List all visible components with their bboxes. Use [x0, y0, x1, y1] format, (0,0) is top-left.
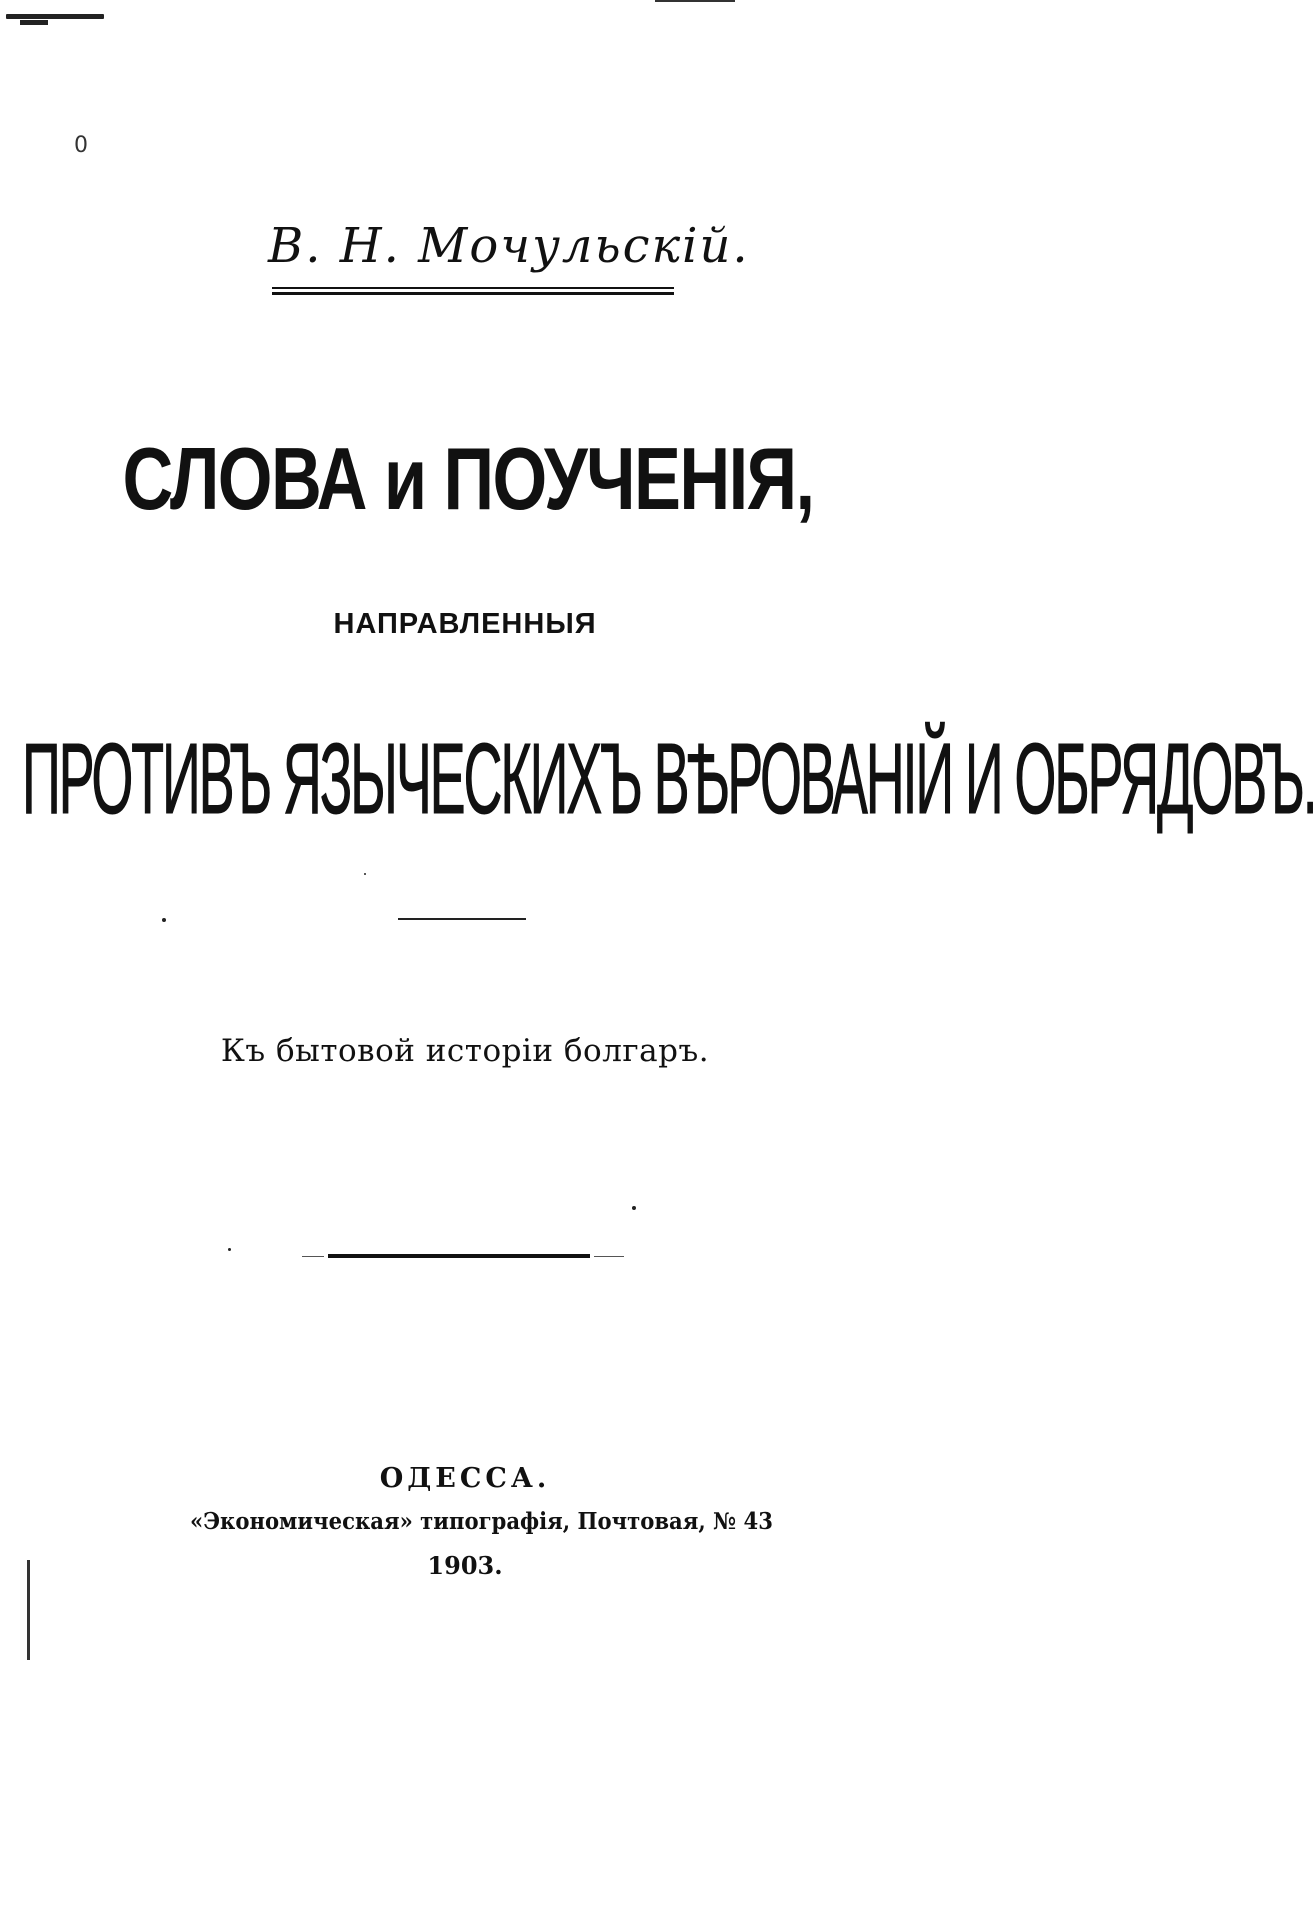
scan-dot [228, 1248, 231, 1251]
scan-artifact-top-right [655, 0, 735, 2]
scan-artifact-top-left [6, 14, 104, 19]
scan-artifact-top-left-2 [20, 20, 48, 25]
imprint-press: «Экономическая» типографія, Почтовая, № 43 [190, 1508, 773, 1535]
scan-dot [162, 918, 166, 922]
divider-short [398, 918, 526, 920]
subtitle-against-pagan-beliefs: ПРОТИВЪ ЯЗЫЧЕСКИХЪ ВѢРОВАНІЙ И ОБРЯДОВЪ. [22, 723, 1316, 835]
author-underline [272, 287, 674, 289]
imprint-city: ОДЕССА. [379, 1463, 551, 1494]
divider-dash-left [302, 1256, 324, 1257]
subtitle-directed: НАПРАВЛЕННЫЯ [333, 608, 597, 640]
divider-long [328, 1254, 590, 1258]
author-name: В. Н. Мочульскій. [268, 218, 750, 274]
author-underline-double [272, 292, 674, 295]
scan-mark: 0 [74, 133, 88, 158]
tagline: Къ бытовой исторіи болгаръ. [220, 1033, 710, 1069]
divider-dash-right [594, 1256, 624, 1257]
main-title: СЛОВА и ПОУЧЕНІЯ, [122, 429, 814, 528]
scan-dot [364, 873, 366, 875]
imprint-year: 1903. [427, 1551, 503, 1580]
scan-dot [632, 1206, 636, 1210]
